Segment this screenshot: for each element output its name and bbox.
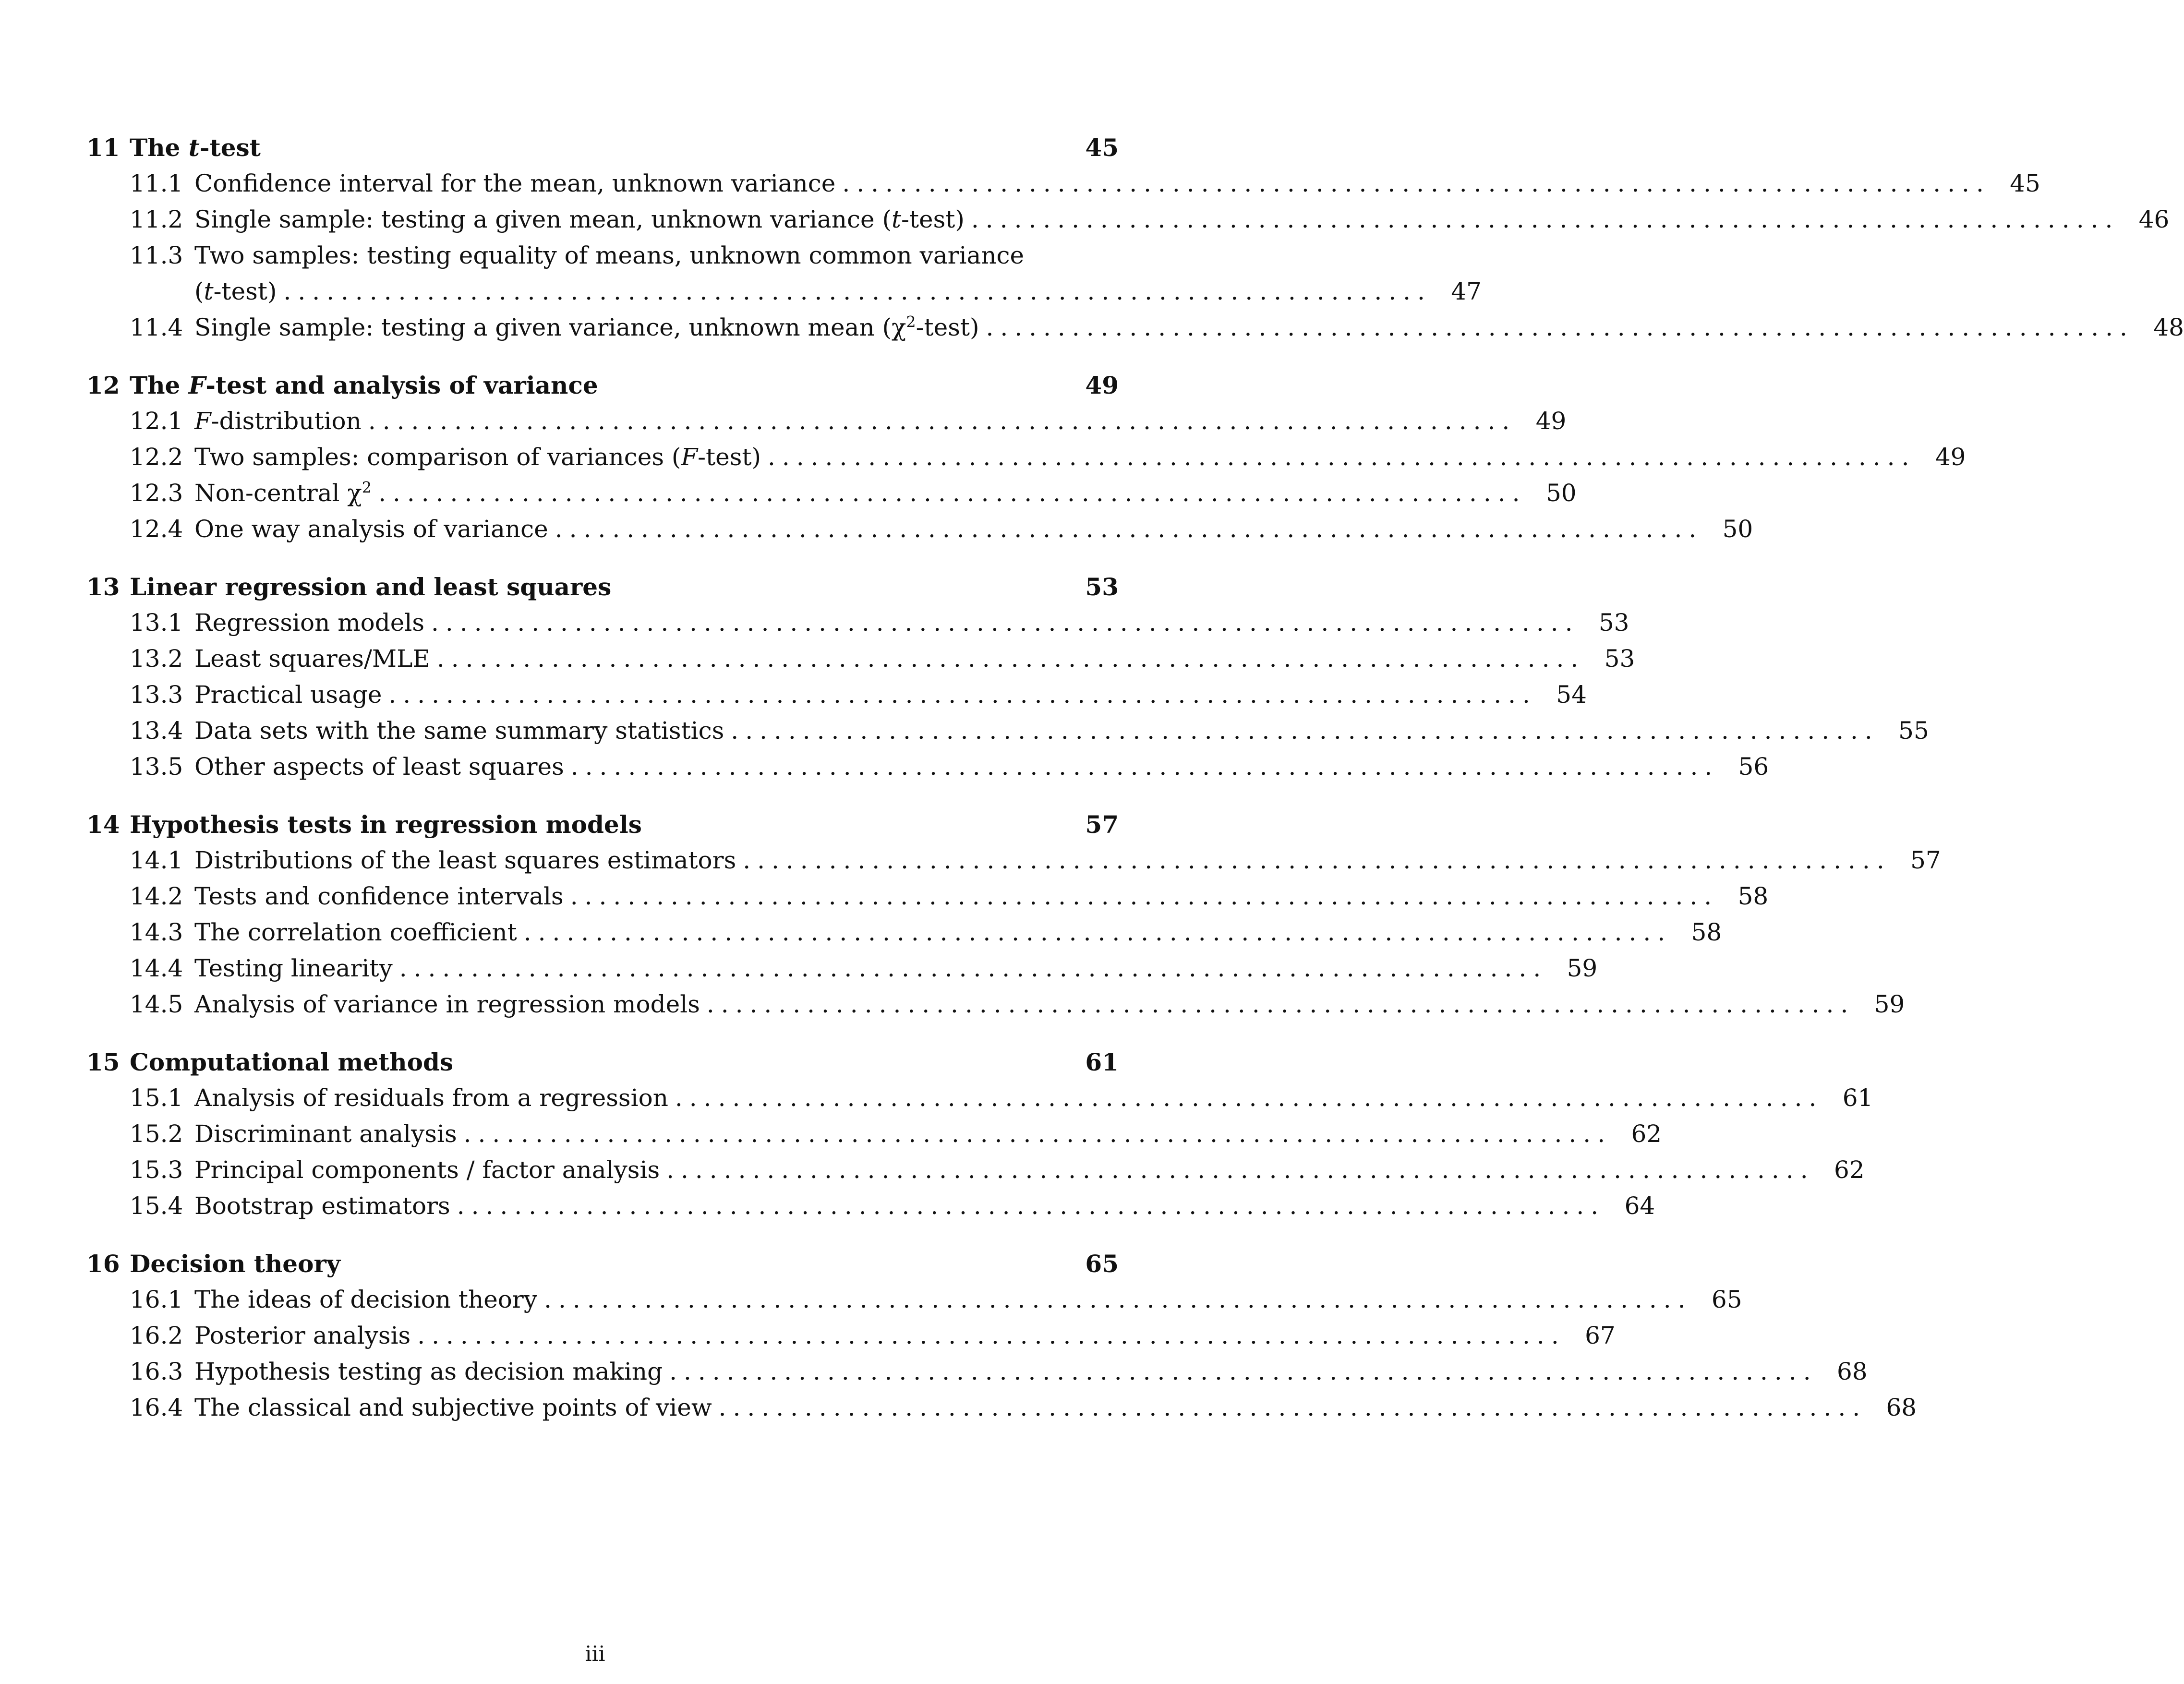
dot-leader: ................................................................................ xyxy=(986,313,2134,341)
section-entry[interactable] xyxy=(86,515,1753,551)
section-title: Confidence interval for the mean, unknown variance xyxy=(194,169,836,197)
section-number: 12.2 xyxy=(130,443,183,471)
section-title: Analysis of residuals from a regression xyxy=(194,1084,668,1112)
section-number: 15.4 xyxy=(130,1192,183,1220)
section-page-number: 65 xyxy=(1711,1286,1742,1313)
section-page-number: 50 xyxy=(1545,479,1577,507)
dot-leader: ................................................................................ xyxy=(570,753,1719,781)
section-title-continued: (t-test) xyxy=(194,277,277,305)
section-page-number: 49 xyxy=(1535,407,1567,435)
chapter-number: 13 xyxy=(86,573,120,601)
section-number: 16.2 xyxy=(130,1322,183,1349)
section-number: 12.4 xyxy=(130,515,183,543)
section-number: 16.4 xyxy=(130,1394,183,1421)
section-title: The correlation coefficient xyxy=(194,918,517,946)
section-number: 14.4 xyxy=(130,954,183,982)
chapter-title: The F-test and analysis of variance xyxy=(130,371,598,399)
chapter-page-number: 65 xyxy=(1085,1250,1119,1278)
chapter-16 xyxy=(86,1250,1917,1430)
section-page-number: 59 xyxy=(1567,954,1598,982)
chapter-page-number: 57 xyxy=(1085,810,1119,839)
section-title: Tests and confidence intervals xyxy=(194,882,564,910)
section-entry[interactable] xyxy=(86,1084,1873,1120)
section-entry[interactable] xyxy=(86,882,1769,918)
section-entry[interactable] xyxy=(86,954,1598,990)
section-page-number: 62 xyxy=(1834,1156,1865,1184)
section-number: 13.3 xyxy=(130,681,183,709)
section-number: 14.3 xyxy=(130,918,183,946)
chapter-number: 11 xyxy=(86,133,120,162)
section-number: 16.1 xyxy=(130,1286,183,1313)
chapter-heading[interactable] xyxy=(86,573,1119,609)
chapter-page-number: 49 xyxy=(1085,371,1119,399)
section-number: 13.2 xyxy=(130,645,183,673)
section-entry[interactable] xyxy=(86,1286,1742,1322)
chapter-heading[interactable] xyxy=(86,371,1119,407)
chapter-title: Linear regression and least squares xyxy=(130,573,612,601)
section-entry[interactable] xyxy=(86,1358,1868,1394)
section-entry[interactable] xyxy=(86,313,2184,349)
section-number: 11.3 xyxy=(130,241,183,269)
section-entry[interactable] xyxy=(86,609,1629,645)
dot-leader: ................................................................................ xyxy=(706,990,1855,1018)
section-entry[interactable] xyxy=(86,443,1966,479)
section-entry[interactable] xyxy=(86,846,1941,882)
dot-leader: ................................................................................ xyxy=(570,882,1719,910)
section-page-number: 49 xyxy=(1935,443,1966,471)
chapter-heading[interactable] xyxy=(86,810,1119,846)
section-page-number: 46 xyxy=(2138,205,2170,233)
section-number: 13.5 xyxy=(130,753,183,781)
section-number: 15.1 xyxy=(130,1084,183,1112)
section-number: 13.1 xyxy=(130,609,183,637)
section-page-number: 48 xyxy=(2153,313,2184,341)
dot-leader: ................................................................................ xyxy=(743,846,1891,874)
section-entry[interactable] xyxy=(86,205,2170,241)
chapter-title: Computational methods xyxy=(130,1048,454,1076)
dot-leader: ................................................................................ xyxy=(731,717,1879,745)
section-page-number: 68 xyxy=(1836,1358,1868,1385)
page-number-footer: iii xyxy=(585,1642,605,1666)
section-entry[interactable] xyxy=(86,241,1482,313)
dot-leader: ................................................................................ xyxy=(555,515,1703,543)
dot-leader: ................................................................................ xyxy=(283,277,1432,305)
section-entry[interactable] xyxy=(86,407,1567,443)
section-number: 12.1 xyxy=(130,407,183,435)
table-of-contents xyxy=(86,133,2184,1451)
chapter-number: 12 xyxy=(86,371,120,399)
chapter-12 xyxy=(86,371,1966,551)
dot-leader: ................................................................................ xyxy=(388,681,1537,709)
dot-leader: ................................................................................ xyxy=(457,1192,1605,1220)
section-title: One way analysis of variance xyxy=(194,515,548,543)
chapter-title: Hypothesis tests in regression models xyxy=(130,810,642,839)
section-page-number: 54 xyxy=(1556,681,1587,709)
dot-leader: ................................................................................ xyxy=(767,443,1916,471)
chapter-title: Decision theory xyxy=(130,1250,340,1278)
section-title: Single sample: testing a given variance, unknown mean $(\chi^2-test)$ xyxy=(194,313,979,341)
section-title: Least squares/MLE xyxy=(194,645,430,673)
section-title: The classical and subjective points of view xyxy=(194,1394,712,1421)
chapter-title: The t-test xyxy=(130,133,261,162)
section-title: Regression models xyxy=(194,609,425,637)
section-page-number: 58 xyxy=(1691,918,1722,946)
section-entry[interactable] xyxy=(86,918,1722,954)
section-page-number: 59 xyxy=(1874,990,1905,1018)
section-number: 14.5 xyxy=(130,990,183,1018)
section-page-number: 45 xyxy=(2010,169,2040,197)
section-title: Analysis of variance in regression models xyxy=(194,990,700,1018)
section-title: Non-central $\chi^2$ xyxy=(194,478,372,507)
section-page-number: 56 xyxy=(1738,753,1769,781)
chapter-14 xyxy=(86,810,1941,1026)
chapter-heading[interactable] xyxy=(86,1250,1119,1286)
section-page-number: 58 xyxy=(1738,882,1769,910)
section-entry[interactable] xyxy=(86,753,1769,789)
section-number: 15.2 xyxy=(130,1120,183,1148)
section-entry[interactable] xyxy=(86,717,1929,753)
section-number: 12.3 xyxy=(130,479,183,507)
chapter-15 xyxy=(86,1048,1873,1228)
section-entry[interactable] xyxy=(86,1394,1917,1430)
dot-leader: ................................................................................ xyxy=(666,1156,1815,1184)
section-title: Single sample: testing a given mean, unknown variance (t-test) xyxy=(194,205,965,233)
chapter-page-number: 53 xyxy=(1085,573,1119,601)
section-title: Bootstrap estimators xyxy=(194,1192,450,1220)
section-entry[interactable] xyxy=(86,478,1577,515)
dot-leader: ................................................................................ xyxy=(463,1120,1612,1148)
section-title: Two samples: comparison of variances (F-test) xyxy=(194,443,761,471)
section-number: 13.4 xyxy=(130,717,183,745)
section-page-number: 53 xyxy=(1604,645,1635,673)
section-title: Principal components / factor analysis xyxy=(194,1156,660,1184)
section-number: 11.4 xyxy=(130,313,183,341)
section-entry[interactable] xyxy=(86,169,2040,205)
section-entry[interactable] xyxy=(86,1120,1662,1156)
dot-leader: ................................................................................ xyxy=(718,1394,1867,1421)
section-entry[interactable] xyxy=(86,645,1635,681)
section-page-number: 64 xyxy=(1624,1192,1655,1220)
chapter-page-number: 45 xyxy=(1085,133,1119,162)
dot-leader: ................................................................................ xyxy=(436,645,1585,673)
section-entry[interactable] xyxy=(86,1192,1655,1228)
section-title: Posterior analysis xyxy=(194,1322,411,1349)
section-title: Practical usage xyxy=(194,681,382,709)
section-page-number: 55 xyxy=(1898,717,1929,745)
dot-leader: ................................................................................ xyxy=(378,479,1527,507)
section-title: Testing linearity xyxy=(194,954,393,982)
chapter-heading[interactable] xyxy=(86,1048,1119,1084)
section-number: 14.1 xyxy=(130,846,183,874)
dot-leader: ................................................................................ xyxy=(971,205,2120,233)
section-title: Distributions of the least squares estimators xyxy=(194,846,736,874)
section-title: The ideas of decision theory xyxy=(194,1286,538,1313)
section-entry[interactable] xyxy=(86,1322,1616,1358)
chapter-heading[interactable] xyxy=(86,133,1119,169)
chapter-page-number: 61 xyxy=(1085,1048,1119,1076)
section-title: Two samples: testing equality of means, unknown common variance xyxy=(194,241,1025,269)
section-page-number: 62 xyxy=(1631,1120,1662,1148)
section-number: 14.2 xyxy=(130,882,183,910)
dot-leader: ................................................................................ xyxy=(399,954,1548,982)
dot-leader: ................................................................................ xyxy=(669,1358,1818,1385)
section-number: 11.1 xyxy=(130,169,183,197)
chapter-13 xyxy=(86,573,1929,789)
section-page-number: 67 xyxy=(1585,1322,1616,1349)
section-page-number: 68 xyxy=(1886,1394,1917,1421)
section-page-number: 53 xyxy=(1598,609,1629,637)
section-title: Data sets with the same summary statistics xyxy=(194,717,724,745)
chapter-number: 15 xyxy=(86,1048,120,1076)
section-entry[interactable] xyxy=(86,1156,1865,1192)
section-entry[interactable] xyxy=(86,681,1587,717)
section-page-number: 50 xyxy=(1722,515,1753,543)
dot-leader: ................................................................................ xyxy=(417,1322,1566,1349)
dot-leader: ................................................................................ xyxy=(523,918,1672,946)
section-page-number: 57 xyxy=(1910,846,1941,874)
dot-leader: ................................................................................ xyxy=(675,1084,1823,1112)
section-entry[interactable] xyxy=(86,990,1905,1026)
dot-leader: ................................................................................ xyxy=(431,609,1580,637)
chapter-11 xyxy=(86,133,2184,349)
section-number: 16.3 xyxy=(130,1358,183,1385)
dot-leader: ................................................................................ xyxy=(544,1286,1692,1313)
section-title: F-distribution xyxy=(194,407,362,435)
section-title: Hypothesis testing as decision making xyxy=(194,1358,663,1385)
section-title: Discriminant analysis xyxy=(194,1120,457,1148)
dot-leader: ................................................................................ xyxy=(842,169,1991,197)
section-number: 11.2 xyxy=(130,205,183,233)
dot-leader: ................................................................................ xyxy=(368,407,1517,435)
section-title: Other aspects of least squares xyxy=(194,753,564,781)
section-page-number: 61 xyxy=(1842,1084,1873,1112)
section-page-number: 47 xyxy=(1451,277,1482,305)
chapter-number: 14 xyxy=(86,810,120,839)
chapter-number: 16 xyxy=(86,1250,120,1278)
section-number: 15.3 xyxy=(130,1156,183,1184)
